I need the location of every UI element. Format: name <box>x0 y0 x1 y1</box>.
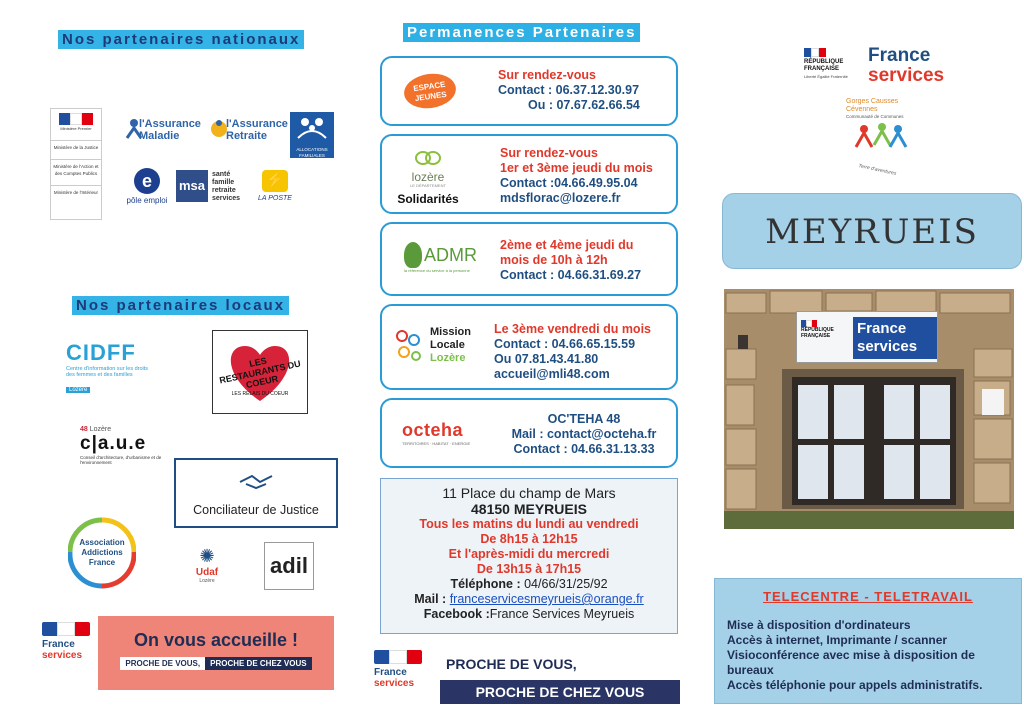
telecentre-item: Mise à disposition d'ordinateurs <box>727 618 911 632</box>
udaf-icon: ✺ <box>199 546 215 566</box>
telecentre-item: Accès téléphonie pour appels administratifs. <box>727 678 983 692</box>
ministry-justice: Ministère de la Justice <box>51 140 101 151</box>
restos-du-coeur-logo: LES RESTAURANTS DU COEUR LES RELAIS DU COEUR <box>212 330 308 414</box>
flag-icon <box>804 48 826 57</box>
caf-logo: ALLOCATIONS FAMILIALES <box>290 112 334 158</box>
hours-line-1: Tous les matins du lundi au vendredi <box>419 517 639 531</box>
ministry-top: Ministère Premier <box>60 126 92 131</box>
mail-link[interactable]: franceservicesmeyrueis@orange.fr <box>449 592 644 606</box>
box1-text: Sur rendez-vous Contact : 06.37.12.30.97 Ou : 07.67.62.66.54 <box>498 68 640 112</box>
hours-line-2: De 8h15 à 12h15 <box>480 532 578 546</box>
assurance-maladie-logo: l'Assurance Maladie <box>125 118 205 142</box>
ministry-action: Ministère de l'Action et des Comptes Publics <box>51 159 101 177</box>
telecentre-box <box>714 578 1022 704</box>
mail-line: Mail : franceservicesmeyrueis@orange.fr <box>414 592 644 606</box>
lozere-logo: lozère LE DÉPARTEMENT Solidarités <box>388 150 468 206</box>
mission-locale-logo: Mission Locale Lozère <box>392 326 488 365</box>
sign-rf: RÉPUBLIQUE FRANÇAISE <box>801 320 847 339</box>
accueil-banner <box>98 616 334 690</box>
gorges-causses-logo: Gorges Causses Cévennes Communauté de Communes Terre d'aventures <box>846 98 926 176</box>
partner-box-octeha <box>380 398 678 468</box>
msa-logo: msa <box>176 170 208 202</box>
slogan-b: PROCHE DE CHEZ VOUS <box>440 680 680 704</box>
family-icon <box>290 112 334 142</box>
partner-box-espace-jeunes <box>380 56 678 126</box>
flag-icon <box>801 320 817 327</box>
udaf-logo: ✺ Udaf Lozère <box>186 546 228 584</box>
slogan-a: PROCHE DE VOUS, <box>446 656 577 672</box>
la-poste-logo: ⚡ LA POSTE <box>258 172 292 202</box>
lozere-icon <box>415 150 441 166</box>
mission-locale-icon <box>392 326 426 364</box>
accueil-tag-a: PROCHE DE VOUS, <box>120 657 205 670</box>
accueil-tag-b: PROCHE DE CHEZ VOUS <box>205 657 311 670</box>
storefront-sign <box>796 311 938 363</box>
address-box <box>380 478 678 634</box>
hours-line-3: Et l'après-midi du mercredi <box>448 547 610 561</box>
permanences-header: Permanences Partenaires <box>403 23 640 42</box>
facebook-line: Facebook :France Services Meyrueis <box>423 607 635 621</box>
addictions-france-logo: Association Addictions France <box>68 516 136 592</box>
address-city: 48150 MEYRUEIS <box>471 501 587 517</box>
phone-line: Téléphone : 04/66/31/25/92 <box>450 577 608 591</box>
person-icon <box>125 118 143 140</box>
partner-box-lozere <box>380 134 678 214</box>
flag-icon <box>42 622 90 636</box>
cidff-logo: CIDFF Centre d'information sur les droits des femmes et des familles Lozère <box>66 340 149 393</box>
local-partners-header: Nos partenaires locaux <box>72 296 289 315</box>
box3-text: 2ème et 4ème jeudi du mois de 10h à 12h Contact : 04.66.31.69.27 <box>500 238 642 282</box>
sign-fs: France services <box>853 317 937 359</box>
flag-icon <box>59 113 93 125</box>
accueil-title: On vous accueille ! <box>133 630 299 650</box>
adventure-figures-icon <box>850 119 910 153</box>
pole-emploi-icon: e <box>134 168 160 194</box>
admr-logo: ADMR la référence du service à la personne <box>404 242 484 273</box>
telecentre-item: Visioconférence avec mise à disposition de bureaux <box>727 648 975 677</box>
france-services-logo-mid: France services <box>374 650 426 689</box>
pole-emploi-logo: e pôle emploi <box>122 168 172 205</box>
handshake-icon <box>236 470 276 492</box>
ministries-logo <box>50 108 102 220</box>
storefront-photo <box>724 289 1014 529</box>
town-name: MEYRUEIS <box>765 212 979 252</box>
admr-tree-icon <box>404 242 422 268</box>
box5-text: OC'TEHA 48 Mail : contact@octeha.fr Contact : 04.66.31.13.33 <box>511 412 657 456</box>
box2-text: Sur rendez-vous 1er et 3ème jeudi du mois Contact :04.66.49.95.04 mdsflorac@lozere.fr <box>500 146 653 205</box>
address-street: 11 Place du champ de Mars <box>442 485 616 501</box>
republique-logo: RÉPUBLIQUE FRANÇAISE Liberté Égalité Fraternité <box>804 48 854 79</box>
octeha-logo: octeha TERRITOIRES · HABITAT · ENERGIE <box>402 420 471 446</box>
caue-logo: 48 Lozère c|a.u.e Conseil d'architecture, d'urbanisme et de l'environnement <box>80 426 162 465</box>
telecentre-item: Accès à internet, Imprimante / scanner <box>727 633 948 647</box>
hours-line-4: De 13h15 à 17h15 <box>476 562 582 576</box>
france-services-logo-top: France services <box>868 45 945 86</box>
la-poste-icon: ⚡ <box>262 170 288 192</box>
sun-person-icon <box>208 118 230 140</box>
partner-box-mission-locale <box>380 304 678 390</box>
conciliateur-box: Conciliateur de Justice <box>174 458 338 528</box>
msa-text: santé famille retraite services <box>212 171 241 202</box>
box4-text: Le 3ème vendredi du mois Contact : 04.66.65.15.59 Ou 07.81.43.41.80 accueil@mli48.com <box>494 322 651 381</box>
espace-jeunes-logo: ESPACE JEUNES <box>402 71 458 112</box>
partner-box-admr <box>380 222 678 296</box>
adil-logo: adil <box>264 542 314 590</box>
ministry-interior: Ministère de l'Intérieur <box>51 185 101 196</box>
france-services-logo-left: France services <box>42 622 92 661</box>
flag-icon <box>374 650 422 664</box>
town-banner <box>722 193 1022 269</box>
national-partners-header: Nos partenaires nationaux <box>58 30 304 49</box>
assurance-retraite-logo: l'Assurance Retraite <box>208 118 288 142</box>
telecentre-title: TELECENTRE - TELETRAVAIL <box>763 589 973 604</box>
